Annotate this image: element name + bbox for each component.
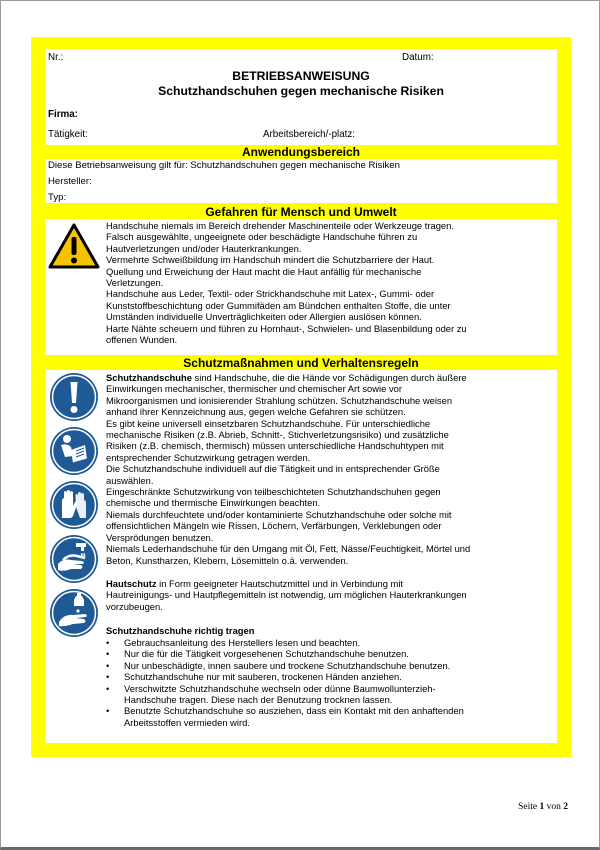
schutz-p1-line: Die Schutzhandschuhe individuell auf die Tätigkeit und in entsprechender Größe xyxy=(106,463,440,475)
gefahren-line: offenen Wunden. xyxy=(106,334,178,346)
schutz-p1-line: Versprödungen benutzen. xyxy=(106,531,214,543)
schutz-p1-line: chemische und thermische Einwirkungen beachten. xyxy=(106,497,321,509)
instruction-frame xyxy=(31,37,571,757)
gloves-icon xyxy=(49,480,99,530)
typ-label: Typ: xyxy=(48,192,67,203)
tragen-bullet-line: Handschuhe tragen. Diese nach der Benutzung trocknen lassen. xyxy=(124,694,393,706)
tragen-bullet-item xyxy=(106,648,464,659)
schutz-p1-first-line xyxy=(106,372,470,383)
gefahren-line: Handschuhe niemals im Bereich drehender Maschinenteile oder Werkzeuge tragen. xyxy=(106,220,454,231)
schutz-p1-line: Risiken (z.B. chemisch, thermisch) müssen unterschiedliche Handschuhtypen mit xyxy=(106,440,444,452)
anwendung-heading: Anwendungsbereich xyxy=(241,145,360,159)
tragen-bullet-line: Arbeitsstoffen vermieden wird. xyxy=(124,716,250,728)
schutz-p1-lead: Schutzhandschuhe xyxy=(106,372,192,383)
schutz-p2-first-line xyxy=(106,578,467,589)
firma-label: Firma: xyxy=(48,109,78,120)
tragen-bullet-item xyxy=(106,705,464,728)
schutz-p1-line: mechanische Risiken (z.B. Abrieb, Schnitt-, Stichverletzungsrisiko) und zusätzliche xyxy=(106,429,449,441)
tragen-heading-text: Schutzhandschuhe richtig tragen xyxy=(106,625,255,636)
taetigkeit-label: Tätigkeit: xyxy=(48,129,88,140)
schutz-heading: Schutzmaßnahmen und Verhaltensregeln xyxy=(183,356,419,370)
tragen-bullet-line: • Benutzte Schutzhandschuhe so ausziehen, dass ein Kontakt mit den anhaftenden xyxy=(124,705,464,717)
warning-triangle-icon xyxy=(48,223,100,269)
gefahren-line: Quellung und Erweichung der Haut macht die Haut anfällig für mechanische xyxy=(106,265,422,277)
page-subtitle: Schutzhandschuhen gegen mechanische Risiken xyxy=(158,84,444,98)
seite-label: Seite xyxy=(518,802,540,812)
page-number xyxy=(518,802,568,812)
schutz-p1-line: Einwirkungen mechanischer, thermischer und chemischer Art sowie vor xyxy=(106,383,402,395)
tragen-bullet-item xyxy=(106,660,464,671)
datum-label: Datum: xyxy=(402,52,434,63)
gefahren-line: Kunststoffbeschichtung oder Gummifäden am Bündchen enthalten Stoffe, die unter xyxy=(106,299,451,311)
schutz-paragraph-2 xyxy=(106,578,467,612)
gefahren-line: Falsch ausgewählte, ungeeignete oder beschädigte Handschuhe führen zu xyxy=(106,231,418,243)
tragen-bullet-list xyxy=(106,637,464,728)
schutz-p2-line: Hautreinigungs- und Hautpflegemitteln ist notwendig, um möglichen Hauterkrankungen xyxy=(106,589,467,601)
schutz-p2-line: vorzubeugen. xyxy=(106,600,163,612)
tragen-bullet-line: • Gebrauchsanleitung des Herstellers lesen und beachten. xyxy=(124,637,361,648)
schutz-p2-first-text: in Form geeigneter Hautschutzmittel und in Verbindung mit xyxy=(156,578,404,589)
tragen-heading xyxy=(106,625,254,636)
von-label: von xyxy=(544,802,564,812)
read-manual-icon xyxy=(49,426,99,476)
gefahren-line: Vermehrte Schweißbildung im Handschuh mindert die Schutzbarriere der Haut. xyxy=(106,254,435,266)
schutz-p1-line: Es gibt keine universell einsetzbaren Schutzhandschuhe. Für unterschiedliche xyxy=(106,417,431,429)
schutz-p1-line: Eingeschränkte Schutzwirkung von teilbeschichteten Schutzhandschuhen gegen xyxy=(106,486,441,498)
hand-cream-icon xyxy=(49,588,99,638)
schutz-p1-line: Mikroorganismen und ionisierender Strahlung schützen. Schutzhandschuhe weisen xyxy=(106,394,453,406)
tragen-bullet-item xyxy=(106,671,464,682)
gefahren-text xyxy=(106,220,467,345)
schutz-p1-line: Niemals Lederhandschuhe für den Umgang mit Öl, Fett, Nässe/Feuchtigkeit, Mörtel und xyxy=(106,543,471,555)
hand-washing-icon xyxy=(49,534,99,584)
tragen-bullet-item xyxy=(106,683,464,706)
current-page: 1 xyxy=(539,802,545,812)
gefahren-line: Hautverletzungen und/oder Hauterkrankungen. xyxy=(106,242,302,254)
tragen-bullet-line: • Verschwitzte Schutzhandschuhe wechseln oder dünne Baumwollunterzieh- xyxy=(124,682,436,694)
anwendung-line: Diese Betriebsanweisung gilt für: Schutzhandschuhen gegen mechanische Risiken xyxy=(48,160,400,171)
tragen-bullet-line: • Nur unbeschädigte, innen saubere und trockene Schutzhandschuhe benutzen. xyxy=(124,659,451,671)
exclamation-icon xyxy=(49,372,99,422)
gefahren-line: Umständen individuelle Unverträglichkeiten oder Allergien auslösen können. xyxy=(106,311,422,323)
tragen-bullet-line: • Nur die für die Tätigkeit vorgesehenen Schutzhandschuhe benutzen. xyxy=(124,648,409,660)
hersteller-label: Hersteller: xyxy=(48,176,92,187)
total-pages: 2 xyxy=(563,802,568,812)
tragen-bullet-line: • Schutzhandschuhe nur mit sauberen, trockenen Händen anziehen. xyxy=(124,671,402,683)
schutz-p1-line: Beton, Kunstharzen, Klebern, Lösemitteln o.ä. verwenden. xyxy=(106,554,349,566)
schutz-p1-line: offensichtlichen Mängeln wie Rissen, Löchern, Verfärbungen, Verklebungen oder xyxy=(106,520,442,532)
schutz-p1-first-text: sind Handschuhe, die die Hände vor Schädigungen durch äußere xyxy=(191,372,467,383)
gefahren-line: Handschuhe aus Leder, Textil- oder Strickhandschuhe mit Latex-, Gummi- oder xyxy=(106,288,435,300)
tragen-bullet-item xyxy=(106,637,464,648)
schutz-p1-line: anhand ihrer Kennzeichnung aus, gegen welche Gefahren sie schützen. xyxy=(106,406,406,418)
arbeitsbereich-label: Arbeitsbereich/-platz: xyxy=(263,129,356,140)
gefahren-line: Verletzungen. xyxy=(106,277,164,289)
schutz-p1-line: auswählen. xyxy=(106,474,154,486)
gefahren-heading: Gefahren für Mensch und Umwelt xyxy=(205,205,397,219)
schutz-p1-line: Niemals durchfeuchtete und/oder kontaminierte Schutzhandschuhe oder solche mit xyxy=(106,508,452,520)
gefahren-line: Harte Nähte scheuern und führen zu Hornhaut-, Schwielen- und Blasenbildung oder zu xyxy=(106,322,467,334)
schutz-p2-lead: Hautschutz xyxy=(106,578,157,589)
schutz-p1-line: entsprechender Schutzwirkung getragen werden. xyxy=(106,451,311,463)
page-title: BETRIEBSANWEISUNG xyxy=(232,69,370,83)
schutz-paragraph-1 xyxy=(106,372,470,566)
nr-label: Nr.: xyxy=(48,52,64,63)
